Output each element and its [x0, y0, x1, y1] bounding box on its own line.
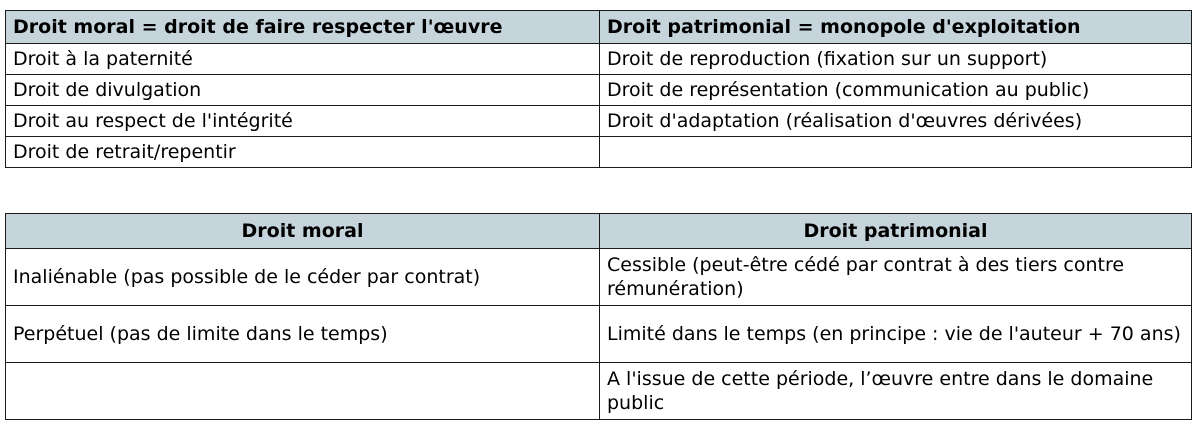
rights-characteristics-table	[5, 213, 1192, 420]
table-cell: Limité dans le temps (en principe : vie de l'auteur + 70 ans)	[600, 306, 1192, 363]
table-row	[6, 249, 1192, 306]
table-cell: A l'issue de cette période, l’œuvre entre dans le domaine public	[600, 363, 1192, 420]
table-row	[6, 44, 1192, 75]
table-row	[6, 106, 1192, 137]
header-moral-right: Droit moral	[6, 214, 600, 249]
table-cell: Droit de représentation (communication au public)	[600, 75, 1192, 106]
table-row	[6, 75, 1192, 106]
table-cell: Droit de divulgation	[6, 75, 600, 106]
header-patrimonial-right: Droit patrimonial	[600, 214, 1192, 249]
table-cell: Droit d'adaptation (réalisation d'œuvres dérivées)	[600, 106, 1192, 137]
table-cell: Droit de retrait/repentir	[6, 137, 600, 168]
table-cell: Inaliénable (pas possible de le céder par contrat)	[6, 249, 600, 306]
table-header-row	[6, 214, 1192, 249]
table-cell: Cessible (peut-être cédé par contrat à des tiers contre rémunération)	[600, 249, 1192, 306]
table-row	[6, 137, 1192, 168]
rights-definition-table	[5, 10, 1192, 168]
header-patrimonial-right: Droit patrimonial = monopole d'exploitation	[600, 11, 1192, 44]
table-cell: Perpétuel (pas de limite dans le temps)	[6, 306, 600, 363]
table-cell: Droit à la paternité	[6, 44, 600, 75]
table-row	[6, 306, 1192, 363]
table-header-row	[6, 11, 1192, 44]
table-cell: Droit de reproduction (fixation sur un support)	[600, 44, 1192, 75]
table-cell: Droit au respect de l'intégrité	[6, 106, 600, 137]
table-cell	[6, 363, 600, 420]
table-row	[6, 363, 1192, 420]
table-cell	[600, 137, 1192, 168]
header-moral-right: Droit moral = droit de faire respecter l'œuvre	[6, 11, 600, 44]
